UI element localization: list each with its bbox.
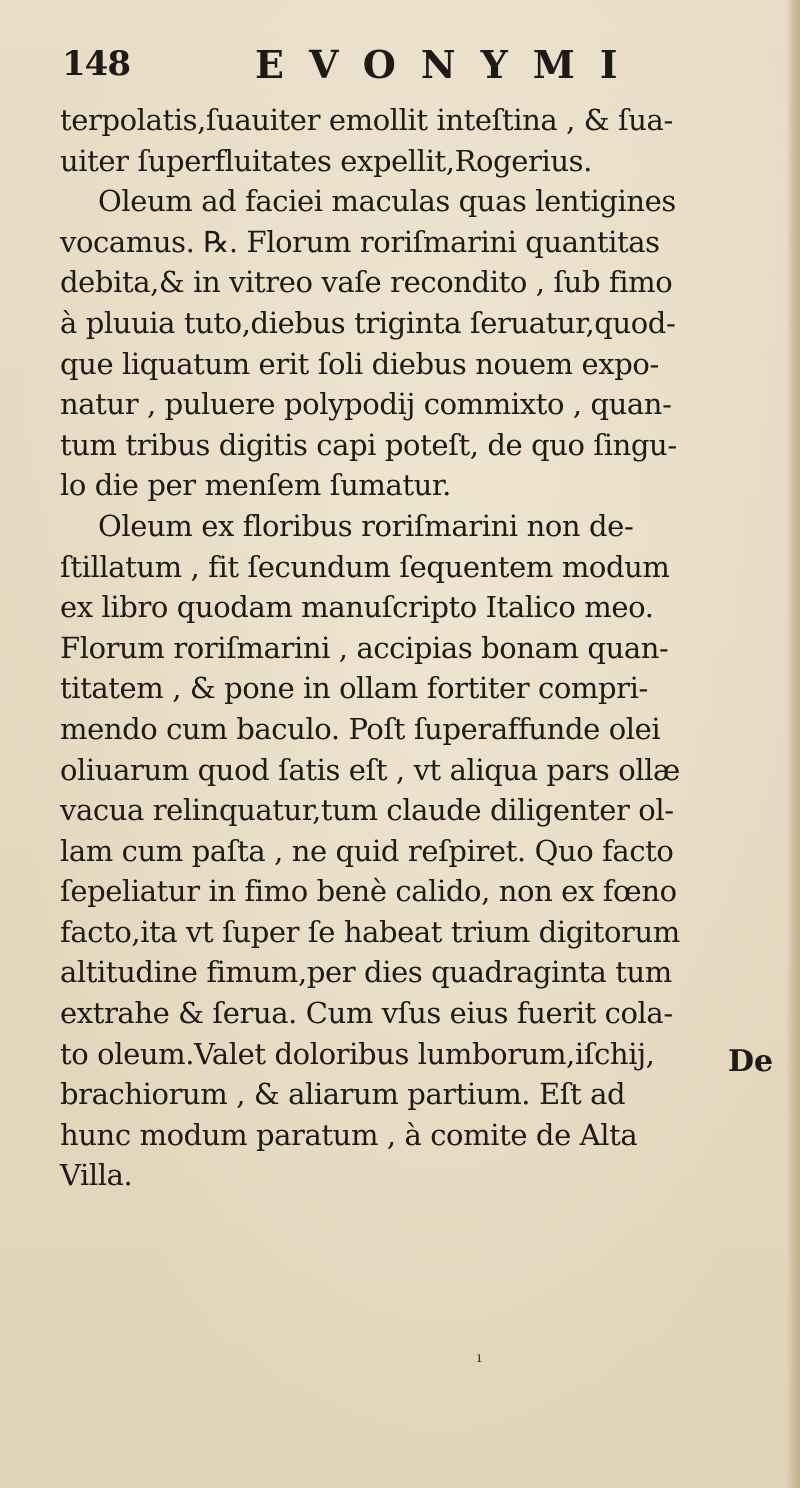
signature-mark: ı (477, 1350, 482, 1366)
text-line: lo die per menſem ſumatur. (60, 468, 451, 503)
page-header (60, 42, 760, 92)
text-line: ſepeliatur in fimo benè calido, non ex fœno (60, 874, 677, 909)
text-line: Villa. (60, 1158, 133, 1193)
text-line: vocamus. ℞. Florum roriſmarini quantitas (60, 224, 660, 259)
text-line: facto,ita vt ſuper ſe habeat trium digitorum (60, 914, 680, 949)
text-line: tum tribus digitis capi poteſt, de quo ſingu- (60, 427, 677, 462)
catchword: De (728, 1044, 774, 1079)
text-line: hunc modum paratum , à comite de Alta (60, 1117, 638, 1152)
text-line: debita,& in vitreo vaſe recondito , ſub fimo (60, 265, 673, 300)
page-edge-shadow (786, 0, 800, 1488)
text-line: lam cum paſta , ne quid reſpiret. Quo facto (60, 833, 674, 868)
text-line: oliuarum quod ſatis eſt , vt aliqua pars ollæ (60, 752, 680, 787)
text-line: ex libro quodam manuſcripto Italico meo. (60, 590, 654, 625)
text-line: Oleum ad faciei maculas quas lentigines (98, 184, 676, 219)
text-line: extrahe & ſerua. Cum vſus eius fuerit cola- (60, 996, 673, 1031)
text-line: natur , puluere polypodij commixto , quan- (60, 387, 672, 422)
text-line: uiter ſuperfluitates expellit,Rogerius. (60, 143, 592, 178)
text-line: titatem , & pone in ollam fortiter compri- (60, 671, 648, 706)
text-line: terpolatis,ſuauiter emollit inteſtina , & ſua- (60, 103, 673, 137)
text-line: Oleum ex floribus roriſmarini non de- (98, 508, 634, 543)
text-line: mendo cum baculo. Poſt ſuperaffunde olei (60, 711, 661, 746)
page-number: 148 (62, 44, 130, 84)
text-line: vacua relinquatur,tum claude diligenter ol- (60, 793, 674, 828)
text-line: altitudine fimum,per dies quadraginta tum (60, 955, 672, 990)
text-line: que liquatum erit ſoli diebus nouem expo- (60, 346, 659, 381)
text-line: to oleum.Valet doloribus lumborum,iſchij, (60, 1036, 655, 1071)
running-head: EVONYMI (255, 42, 643, 87)
body-text (60, 100, 780, 1196)
text-line: brachiorum , & aliarum partium. Eſt ad (60, 1077, 626, 1112)
text-line: Florum roriſmarini , accipias bonam quan- (60, 630, 669, 665)
text-line: à pluuia tuto,diebus triginta ſeruatur,quod- (60, 305, 676, 340)
text-line: ſtillatum , fit ſecundum ſequentem modum (60, 549, 670, 584)
